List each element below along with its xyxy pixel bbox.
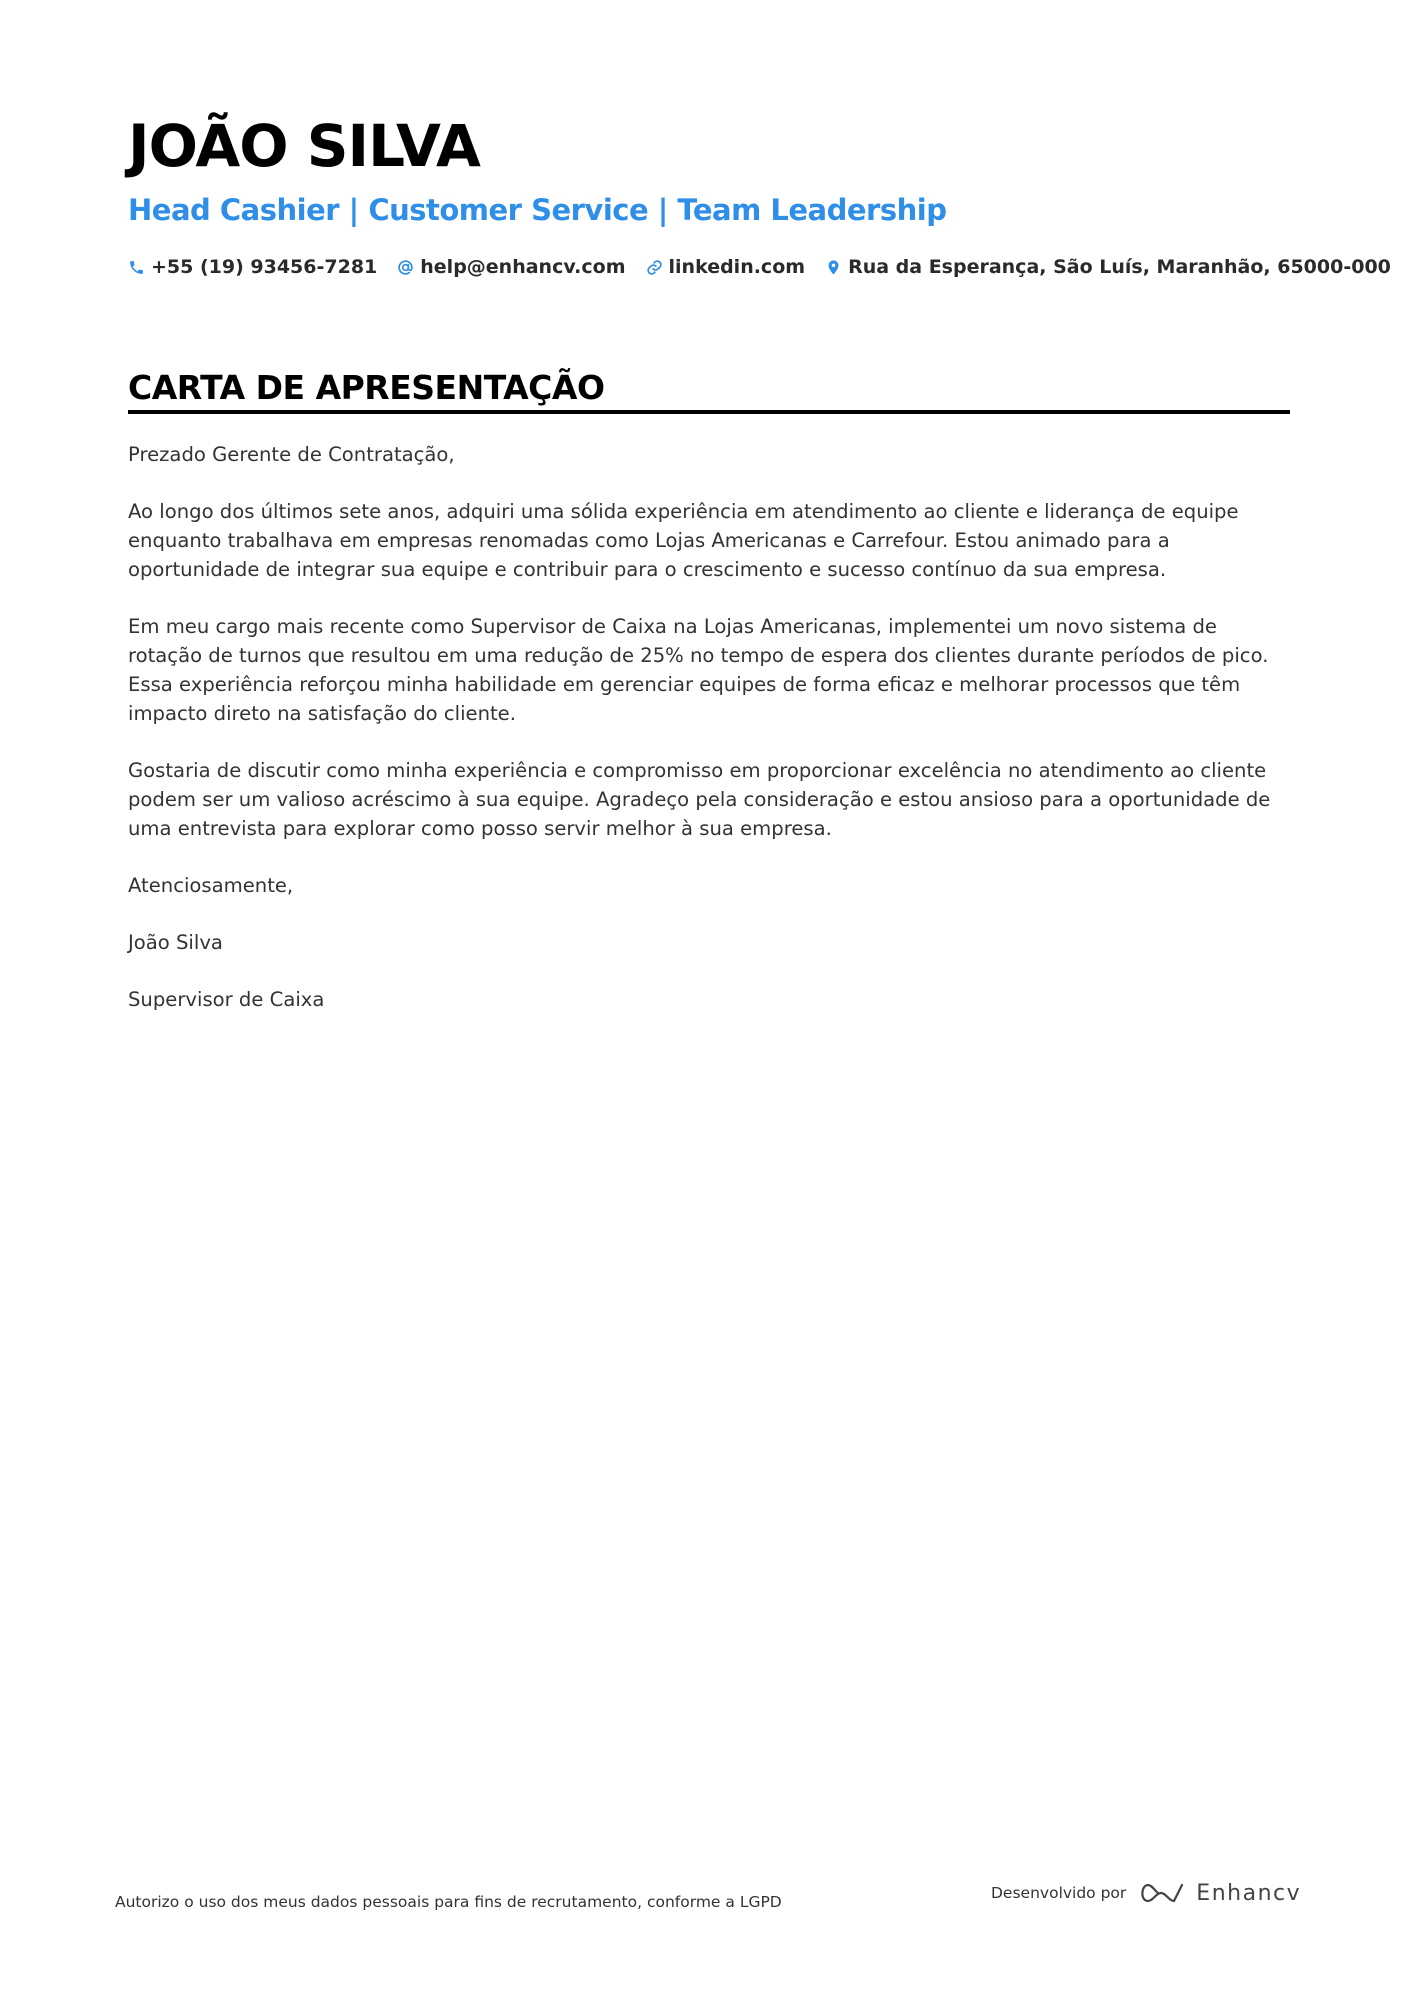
signature-title: Supervisor de Caixa bbox=[128, 988, 325, 1011]
email-address[interactable]: help@enhancv.com bbox=[420, 256, 626, 278]
section-title: CARTA DE APRESENTAÇÃO bbox=[128, 368, 605, 407]
letter-closing: Atenciosamente, bbox=[128, 874, 294, 897]
contact-email bbox=[397, 252, 625, 282]
powered-by[interactable] bbox=[991, 1880, 1301, 1906]
candidate-name: JOÃO SILVA bbox=[128, 112, 480, 180]
section-divider bbox=[128, 410, 1290, 414]
signature-name: João Silva bbox=[128, 931, 223, 954]
at-icon bbox=[397, 259, 414, 276]
phone-icon bbox=[128, 259, 145, 276]
linkedin-link[interactable]: linkedin.com bbox=[668, 256, 806, 278]
letter-paragraph-3: Gostaria de discutir como minha experiência e compromisso em proporcionar excelência no atendimento ao cliente podem ser um valioso acréscimo à sua equipe. Agradeço pela consideração e estou ansioso para a oportunidade de uma entrevista para explorar como posso servir melhor à sua empresa. bbox=[128, 759, 1271, 840]
link-icon bbox=[646, 259, 663, 276]
contact-phone bbox=[128, 252, 377, 282]
brand-name: Enhancv bbox=[1196, 1880, 1302, 1906]
map-pin-icon bbox=[825, 259, 842, 276]
letter-paragraph-1: Ao longo dos últimos sete anos, adquiri uma sólida experiência em atendimento ao cliente e liderança de equipe enquanto trabalhava em empresas renomadas como Lojas Americanas e Carrefour. Estou animado para a oportunidade de integrar sua equipe e contribuir para o crescimento e sucesso contínuo da sua empresa. bbox=[128, 500, 1239, 581]
contact-linkedin bbox=[646, 252, 806, 282]
contact-address bbox=[825, 252, 1391, 282]
address-text: Rua da Esperança, São Luís, Maranhão, 65000-000 bbox=[848, 256, 1391, 278]
powered-by-label: Desenvolvido por bbox=[991, 1884, 1127, 1902]
letter-body bbox=[128, 440, 1293, 1042]
letter-paragraph-2: Em meu cargo mais recente como Supervisor de Caixa na Lojas Americanas, implementei um novo sistema de rotação de turnos que resultou em uma redução de 25% no tempo de espera dos clientes durante períodos de pico. Essa experiência reforçou minha habilidade em gerenciar equipes de forma eficaz e melhorar processos que têm impacto direto na satisfação do cliente. bbox=[128, 615, 1269, 725]
enhancv-logo-icon bbox=[1138, 1880, 1184, 1906]
phone-number: +55 (19) 93456-7281 bbox=[151, 256, 378, 278]
letter-greeting: Prezado Gerente de Contratação, bbox=[128, 443, 455, 466]
candidate-headline: Head Cashier | Customer Service | Team Leadership bbox=[128, 193, 947, 227]
contact-bar bbox=[128, 252, 1410, 282]
consent-notice: Autorizo o uso dos meus dados pessoais para fins de recrutamento, conforme a LGPD bbox=[115, 1893, 782, 1911]
